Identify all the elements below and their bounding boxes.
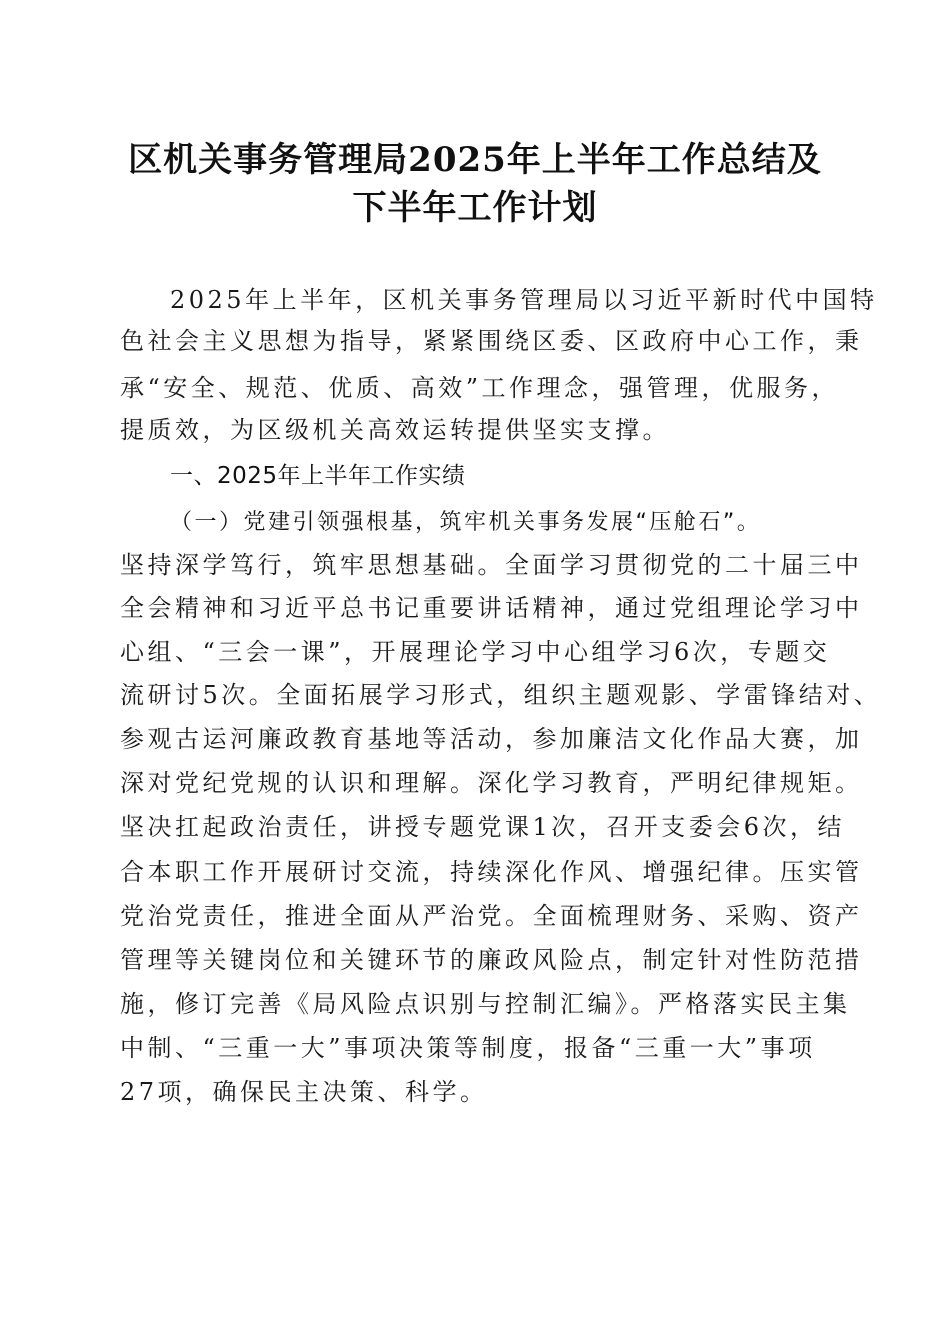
- body-paragraph-line: 坚持深学笃行，筑牢思想基础。全面学习贯彻党的二十届三中: [120, 551, 863, 579]
- subsection-heading-1: （一）党建引领强根基，筑牢机关事务发展“压舱石”。: [170, 510, 762, 535]
- body-paragraph-line: 坚决扛起政治责任，讲授专题党课1次，召开支委会6次，结: [120, 813, 846, 841]
- intro-paragraph-line: 承“安全、规范、优质、高效”工作理念，强管理，优服务，: [120, 374, 840, 402]
- body-paragraph-line: 合本职工作开展研讨交流，持续深化作风、增强纪律。压实管: [120, 858, 863, 886]
- body-paragraph-line: 参观古运河廉政教育基地等活动，参加廉洁文化作品大赛，加: [120, 725, 863, 753]
- document-title-line-1: 区机关事务管理局2025年上半年工作总结及: [128, 140, 822, 180]
- intro-paragraph-line: 色社会主义思想为指导，紧紧围绕区委、区政府中心工作，秉: [120, 327, 863, 355]
- body-paragraph-line: 深对党纪党规的认识和理解。深化学习教育，严明纪律规矩。: [120, 769, 863, 797]
- body-paragraph-line: 施，修订完善《局风险点识别与控制汇编》。严格落实民主集: [120, 990, 851, 1018]
- intro-paragraph-line: 提质效，为区级机关高效运转提供坚实支撑。: [120, 416, 670, 444]
- body-paragraph-line: 管理等关键岗位和关键环节的廉政风险点，制定针对性防范措: [120, 946, 863, 974]
- body-paragraph-line: 心组、“三会一课”，开展理论学习中心组学习6次，专题交: [120, 638, 831, 666]
- body-paragraph-line: 党治党责任，推进全面从严治党。全面梳理财务、采购、资产: [120, 902, 863, 930]
- body-paragraph-line: 流研讨5次。全面拓展学习形式，组织主题观影、学雷锋结对、: [120, 681, 882, 709]
- document-title-line-2: 下半年工作计划: [352, 188, 598, 228]
- body-paragraph-line: 全会精神和习近平总书记重要讲话精神，通过党组理论学习中: [120, 594, 863, 622]
- body-paragraph-line: 27项，确保民主决策、科学。: [120, 1078, 488, 1106]
- section-heading-1: 一、2025年上半年工作实绩: [170, 463, 466, 489]
- intro-paragraph-line: 2025年上半年，区机关事务管理局以习近平新时代中国特: [170, 286, 878, 314]
- body-paragraph-line: 中制、“三重一大”事项决策等制度，报备“三重一大”事项: [120, 1034, 816, 1062]
